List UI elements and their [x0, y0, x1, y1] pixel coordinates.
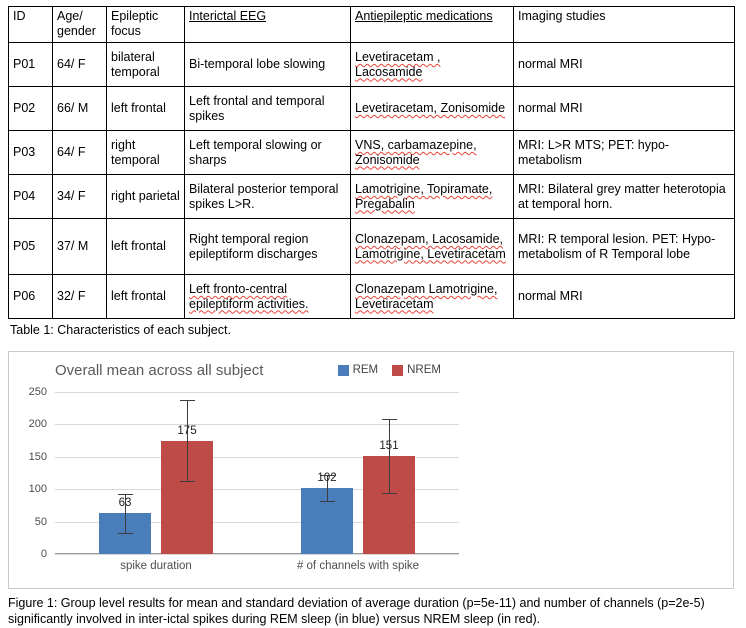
chart-x-tick-label: spike duration — [120, 560, 192, 572]
chart-y-tick-label: 50 — [34, 515, 47, 528]
chart-error-cap — [118, 494, 133, 495]
chart-gridline — [55, 424, 459, 425]
table-header-row — [9, 7, 735, 43]
chart-bar-value-label: 63 — [118, 497, 132, 510]
chart-y-tick-label: 100 — [28, 483, 47, 496]
cell-eeg: Bi-temporal lobe slowing — [185, 43, 351, 87]
cell-id: P06 — [9, 275, 53, 319]
column-header-interictal-eeg: Interictal EEG — [185, 7, 351, 43]
figure-chart — [8, 351, 734, 589]
chart-error-bar — [187, 400, 188, 482]
cell-id: P01 — [9, 43, 53, 87]
cell-meds: Lamotrigine, Topiramate, Pregabalin — [351, 175, 514, 219]
column-header-id: ID — [9, 7, 53, 43]
cell-imaging: MRI: L>R MTS; PET: hypo-metabolism — [514, 131, 735, 175]
legend-swatch-rem — [338, 365, 349, 376]
cell-meds: Clonazepam Lamotrigine, Levetiracetam — [351, 275, 514, 319]
chart-gridline — [55, 392, 459, 393]
chart-legend — [338, 364, 441, 376]
cell-focus: left frontal — [107, 275, 185, 319]
cell-imaging: MRI: Bilateral grey matter heterotopia at temporal horn. — [514, 175, 735, 219]
cell-age-gender: 32/ F — [53, 275, 107, 319]
chart-bar-value-label: 151 — [379, 440, 399, 453]
cell-age-gender: 66/ M — [53, 87, 107, 131]
table-row — [9, 87, 735, 131]
cell-age-gender: 34/ F — [53, 175, 107, 219]
chart-error-cap — [180, 481, 195, 482]
chart-gridline — [55, 554, 459, 555]
cell-age-gender: 37/ M — [53, 219, 107, 275]
chart-y-tick-label: 250 — [28, 386, 47, 398]
cell-meds: Clonazepam, Lacosamide, Lamotrigine, Levetiracetam — [351, 219, 514, 275]
chart-error-cap — [382, 419, 397, 420]
table-row — [9, 43, 735, 87]
chart-x-tick-label: # of channels with spike — [296, 560, 420, 572]
cell-focus: left frontal — [107, 87, 185, 131]
cell-eeg: Left temporal slowing or sharps — [185, 131, 351, 175]
legend-item-rem — [338, 364, 379, 376]
chart-plot-area — [55, 392, 459, 572]
legend-label-rem: REM — [352, 364, 379, 376]
column-header-antiepileptic-medications: Antiepileptic medications — [351, 7, 514, 43]
cell-imaging: normal MRI — [514, 87, 735, 131]
table-row — [9, 219, 735, 275]
legend-label-nrem: NREM — [407, 364, 441, 376]
column-header-age-gender: Age/ gender — [53, 7, 107, 43]
legend-swatch-nrem — [392, 365, 403, 376]
figure-caption: Figure 1: Group level results for mean and standard deviation of average duration (p=5e-11) and number of channels (p=2e-5) significantly involved in inter-ictal spikes during REM sleep (in blue) versus NREM sleep (in red). — [8, 596, 705, 627]
cell-focus: right parietal — [107, 175, 185, 219]
chart-error-cap — [320, 501, 335, 502]
chart-bar-value-label: 175 — [177, 424, 197, 437]
cell-id: P02 — [9, 87, 53, 131]
subject-characteristics-table — [8, 6, 735, 319]
chart-error-cap — [382, 493, 397, 494]
column-header-imaging-studies: Imaging studies — [514, 7, 735, 43]
cell-imaging: normal MRI — [514, 275, 735, 319]
cell-meds: VNS, carbamazepine, Zonisomide — [351, 131, 514, 175]
cell-id: P05 — [9, 219, 53, 275]
chart-y-tick-label: 200 — [28, 418, 47, 431]
table-caption: Table 1: Characteristics of each subject. — [10, 323, 231, 337]
cell-imaging: normal MRI — [514, 43, 735, 87]
chart-bar-value-label: 102 — [317, 471, 337, 484]
column-header-epileptic-focus: Epileptic focus — [107, 7, 185, 43]
cell-eeg: Right temporal region epileptiform discharges — [185, 219, 351, 275]
chart-y-tick-label: 150 — [28, 450, 47, 463]
chart-y-axis — [9, 386, 51, 560]
chart-error-cap — [118, 533, 133, 534]
cell-imaging: MRI: R temporal lesion. PET: Hypo-metabolism of R Temporal lobe — [514, 219, 735, 275]
cell-id: P04 — [9, 175, 53, 219]
cell-eeg: Left frontal and temporal spikes — [185, 87, 351, 131]
cell-focus: left frontal — [107, 219, 185, 275]
cell-age-gender: 64/ F — [53, 43, 107, 87]
cell-focus: bilateral temporal — [107, 43, 185, 87]
cell-focus: right temporal — [107, 131, 185, 175]
legend-item-nrem — [392, 364, 441, 376]
table-row — [9, 275, 735, 319]
cell-age-gender: 64/ F — [53, 131, 107, 175]
table-row — [9, 175, 735, 219]
table-row — [9, 131, 735, 175]
chart-y-tick-label: 0 — [40, 548, 47, 560]
cell-eeg: Bilateral posterior temporal spikes L>R. — [185, 175, 351, 219]
cell-eeg: Left fronto-central epileptiform activities. — [185, 275, 351, 319]
cell-id: P03 — [9, 131, 53, 175]
chart-title: Overall mean across all subject — [55, 362, 264, 379]
cell-meds: Levetiracetam , Lacosamide — [351, 43, 514, 87]
chart-error-cap — [180, 400, 195, 401]
cell-meds: Levetiracetam, Zonisomide — [351, 87, 514, 131]
chart-error-bar — [389, 419, 390, 493]
